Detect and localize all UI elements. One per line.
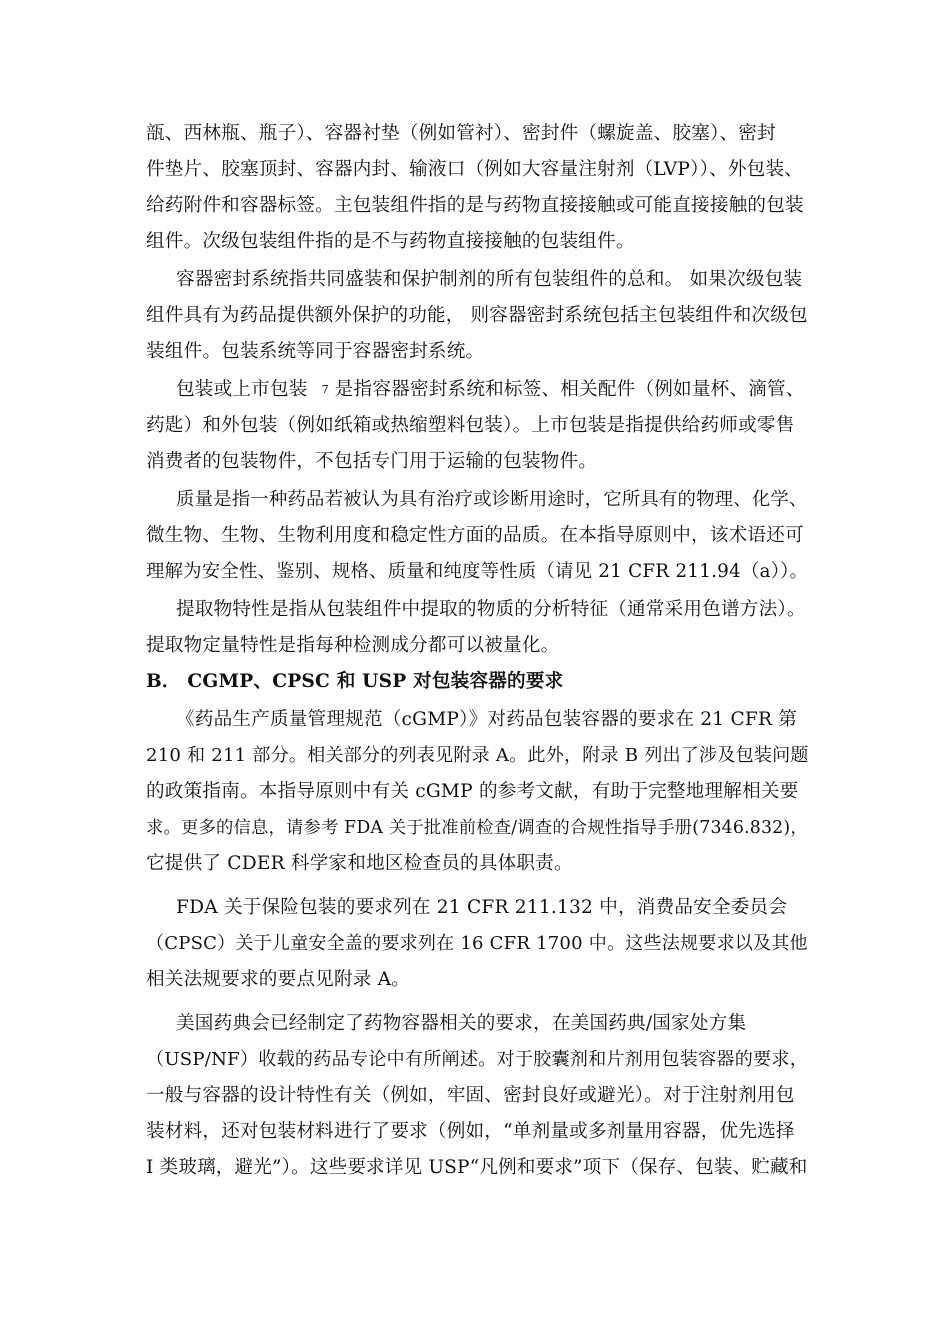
text-line: 装材料，还对包装材料进行了要求（例如，“单剂量或多剂量用容器，优先选择 <box>146 1121 795 1142</box>
text-line: 一般与容器的设计特性有关（例如，牢固、密封良好或避光）。对于注射剂用包 <box>146 1085 795 1106</box>
text-line: 容器密封系统指共同盛装和保护制剂的所有包装组件的总和。 如果次级包装 <box>176 269 803 290</box>
text-line: 的政策指南。本指导原则中有关 cGMP 的参考文献，有助于完整地理解相关要 <box>146 781 799 802</box>
text-line: 它提供了 CDER 科学家和地区检查员的具体职责。 <box>146 853 573 874</box>
text-line: 质量是指一种药品若被认为具有治疗或诊断用途时，它所具有的物理、化学、 <box>176 489 808 510</box>
text-line: 组件。次级包装组件指的是不与药物直接接触的包装组件。 <box>146 231 635 252</box>
text-line: 提取物特性是指从包装组件中提取的物质的分析特征（通常采用色谱方法）。 <box>176 599 806 620</box>
text-line: 求。更多的信息，请参考 FDA 关于批准前检查/调查的合规性指导手册(7346.832)， <box>146 818 808 838</box>
text-line: （USP/NF）收载的药品专论中有所阐述。对于胶囊剂和片剂用包装容器的要求， <box>146 1049 809 1070</box>
text-line: FDA 关于保险包装的要求列在 21 CFR 211.132 中，消费品安全委员会 <box>176 897 788 918</box>
text-line: （CPSC）关于儿童安全盖的要求列在 16 CFR 1700 中。这些法规要求以及其他 <box>146 933 808 954</box>
text-line: 提取物定量特性是指每种检测成分都可以被量化。 <box>146 635 560 656</box>
text-line: 组件具有为药品提供额外保护的功能， 则容器密封系统包括主包装组件和次级包 <box>146 305 808 326</box>
text-line: 消费者的包装物件，不包括专门用于运输的包装物件。 <box>146 451 598 472</box>
text-line: 装组件。包装系统等同于容器密封系统。 <box>146 341 485 362</box>
term-text: 包装或上市包装 <box>176 379 308 400</box>
footnote-marker: 7 <box>321 383 329 396</box>
text-line: 美国药典会已经制定了药物容器相关的要求，在美国药典/国家处方集 <box>176 1013 747 1034</box>
text-line: 药匙）和外包装（例如纸箱或热缩塑料包装）。上市包装是指提供给药师或零售 <box>146 415 795 436</box>
section-heading: B． CGMP、CPSC 和 USP 对包装容器的要求 <box>146 671 564 692</box>
text-line: 给药附件和容器标签。主包装组件指的是与药物直接接触或可能直接接触的包装 <box>146 195 804 216</box>
text-line <box>176 378 805 402</box>
text-line: 微生物、生物、生物利用度和稳定性方面的品质。在本指导原则中，该术语还可 <box>146 525 804 546</box>
text-line: 瓿、西林瓶、瓶子）、容器衬垫（例如管衬）、密封件（螺旋盖、胶塞）、密封 <box>146 123 776 144</box>
term-definition: 是指容器密封系统和标签、相关配件（例如量杯、滴管、 <box>334 379 805 400</box>
text-line: I 类玻璃，避光”）。这些要求详见 USP“凡例和要求”项下（保存、包装、贮藏和 <box>146 1157 808 1178</box>
text-line: 相关法规要求的要点见附录 A。 <box>146 969 411 990</box>
text-line: 《药品生产质量管理规范（cGMP）》对药品包装容器的要求在 21 CFR 第 <box>176 709 798 730</box>
text-line: 理解为安全性、鉴别、规格、质量和纯度等性质（请见 21 CFR 211.94（a））。 <box>146 561 809 582</box>
text-line: 件垫片、胶塞顶封、容器内封、输液口（例如大容量注射剂（LVP））、外包装、 <box>146 159 804 180</box>
text-line: 210 和 211 部分。相关部分的列表见附录 A。此外，附录 B 列出了涉及包装问题 <box>146 745 809 766</box>
